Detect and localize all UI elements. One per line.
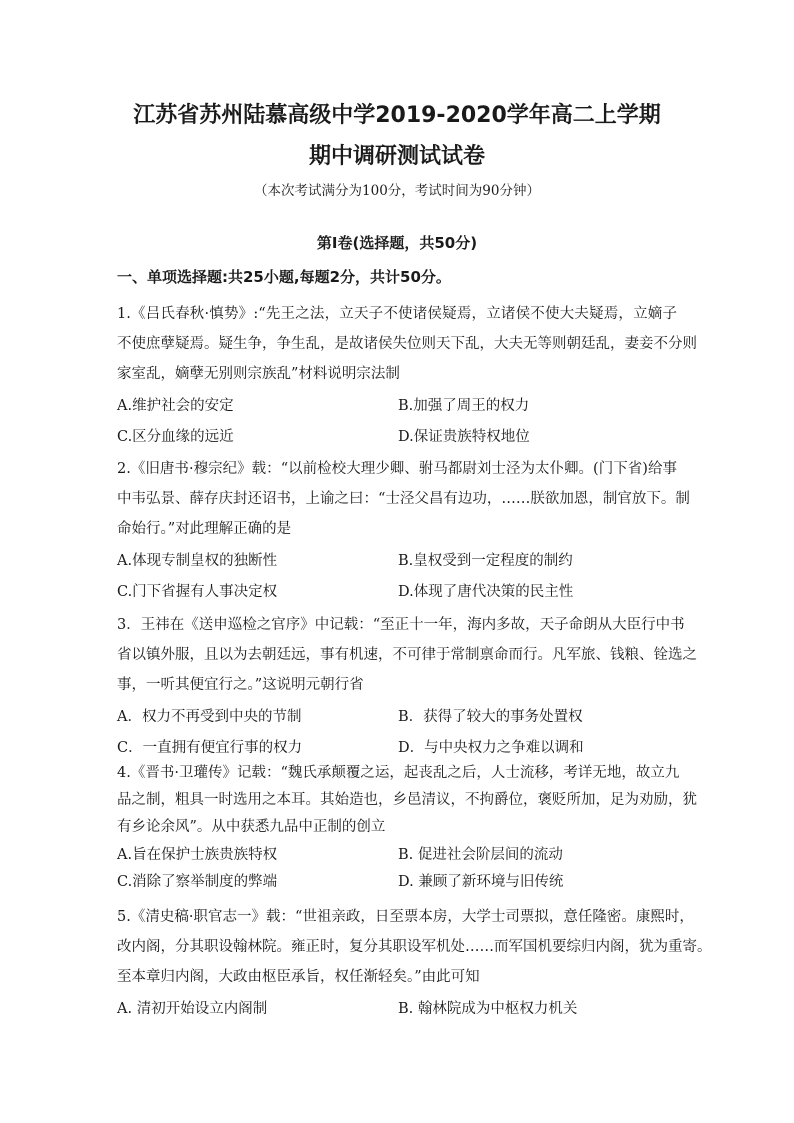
question-2-option-d: D.体现了唐代决策的民主性: [398, 584, 574, 600]
question-3-option-c: C．一直拥有便宜行事的权力: [117, 740, 303, 756]
question-4-line-1: 4.《晋书·卫瓘传》记载：“魏氏承颠覆之运，起丧乱之后，人士流移，考详无地，故立九: [117, 765, 680, 781]
question-4-option-d: D. 兼顾了新环境与旧传统: [398, 874, 564, 890]
question-1-line-1: 1.《吕氏春秋·慎势》:“先王之法，立天子不使诸侯疑焉，立诸侯不使大夫疑焉，立嫡子: [117, 306, 677, 322]
question-3-line-1: 3．王祎在《送申巡检之官序》中记载：“至正十一年，海内多故，天子命朗从大臣行中书: [117, 617, 685, 633]
question-1-line-2: 不使庶孽疑焉。疑生争，争生乱，是故诸侯失位则天下乱，大夫无等则朝廷乱，妻妾不分则: [117, 336, 697, 352]
exam-title-line2: 期中调研测试试卷: [308, 144, 485, 169]
question-5-option-a: A. 清初开始设立内阁制: [117, 1001, 268, 1017]
question-1-option-d: D.保证贵族特权地位: [398, 429, 530, 445]
question-3-option-d: D．与中央权力之争难以调和: [398, 740, 584, 756]
question-1-option-b: B.加强了周王的权力: [398, 398, 530, 414]
question-4-option-c: C.消除了察举制度的弊端: [117, 874, 278, 890]
question-2-option-c: C.门下省握有人事决定权: [117, 584, 278, 600]
question-5-line-3: 至本章归内阁，大政由枢臣承旨，权任渐轻矣。”由此可知: [117, 969, 480, 985]
question-4-line-2: 品之制，粗具一时选用之本耳。其始造也，乡邑清议，不拘爵位，褒贬所加，足为劝励，犹: [117, 792, 697, 808]
question-3-option-a: A．权力不再受到中央的节制: [117, 709, 302, 725]
question-2-line-3: 命始行。”对此理解正确的是: [117, 521, 292, 537]
section-title: 第Ⅰ卷(选择题，共50分): [316, 234, 478, 252]
question-1-line-3: 家室乱，嫡孽无别则宗族乱”材料说明宗法制: [117, 366, 400, 382]
question-2-option-a: A.体现专制皇权的独断性: [117, 553, 278, 569]
part-title: 一、单项选择题:共25小题,每题2分，共计50分。: [117, 268, 451, 286]
question-1-option-c: C.区分血缘的远近: [117, 429, 234, 445]
exam-title-line1: 江苏省苏州陆慕高级中学2019-2020学年高二上学期: [133, 103, 661, 128]
question-5-line-2: 改内阁，分其职设翰林院。雍正时，复分其职设军机处……而军国机要综归内阁，犹为重寄。: [117, 939, 712, 955]
question-2-option-b: B.皇权受到一定程度的制约: [398, 553, 573, 569]
question-3-line-3: 事，一听其便宜行之。”这说明元朝行省: [117, 677, 364, 693]
question-5-line-1: 5.《清史稿·职官志一》载：“世祖亲政，日至票本房，大学士司票拟，意任隆密。康熙时，: [117, 909, 694, 925]
question-4-line-3: 有乡论余风”。从中获悉九品中正制的创立: [117, 819, 386, 835]
question-4-option-b: B. 促进社会阶层间的流动: [398, 847, 563, 863]
question-3-line-2: 省以镇外服，且以为去朝廷远，事有机速，不可律于常制禀命而行。凡军旅、钱粮、铨选之: [117, 647, 697, 663]
question-1-option-a: A.维护社会的安定: [117, 398, 234, 414]
question-2-line-2: 中韦弘景、薛存庆封还诏书，上谕之曰：“士泾父昌有边功，……朕欲加恩，制官放下。制: [117, 491, 690, 507]
question-5-option-b: B. 翰林院成为中枢权力机关: [398, 1001, 578, 1017]
question-3-option-b: B．获得了较大的事务处置权: [398, 709, 583, 725]
question-4-option-a: A.旨在保护士族贵族特权: [117, 847, 278, 863]
question-2-line-1: 2.《旧唐书·穆宗纪》载：“以前检校大理少卿、驸马都尉刘士泾为太仆卿。(门下省)给事: [117, 461, 677, 477]
exam-note: （本次考试满分为100分，考试时间为90分钟）: [254, 183, 540, 199]
